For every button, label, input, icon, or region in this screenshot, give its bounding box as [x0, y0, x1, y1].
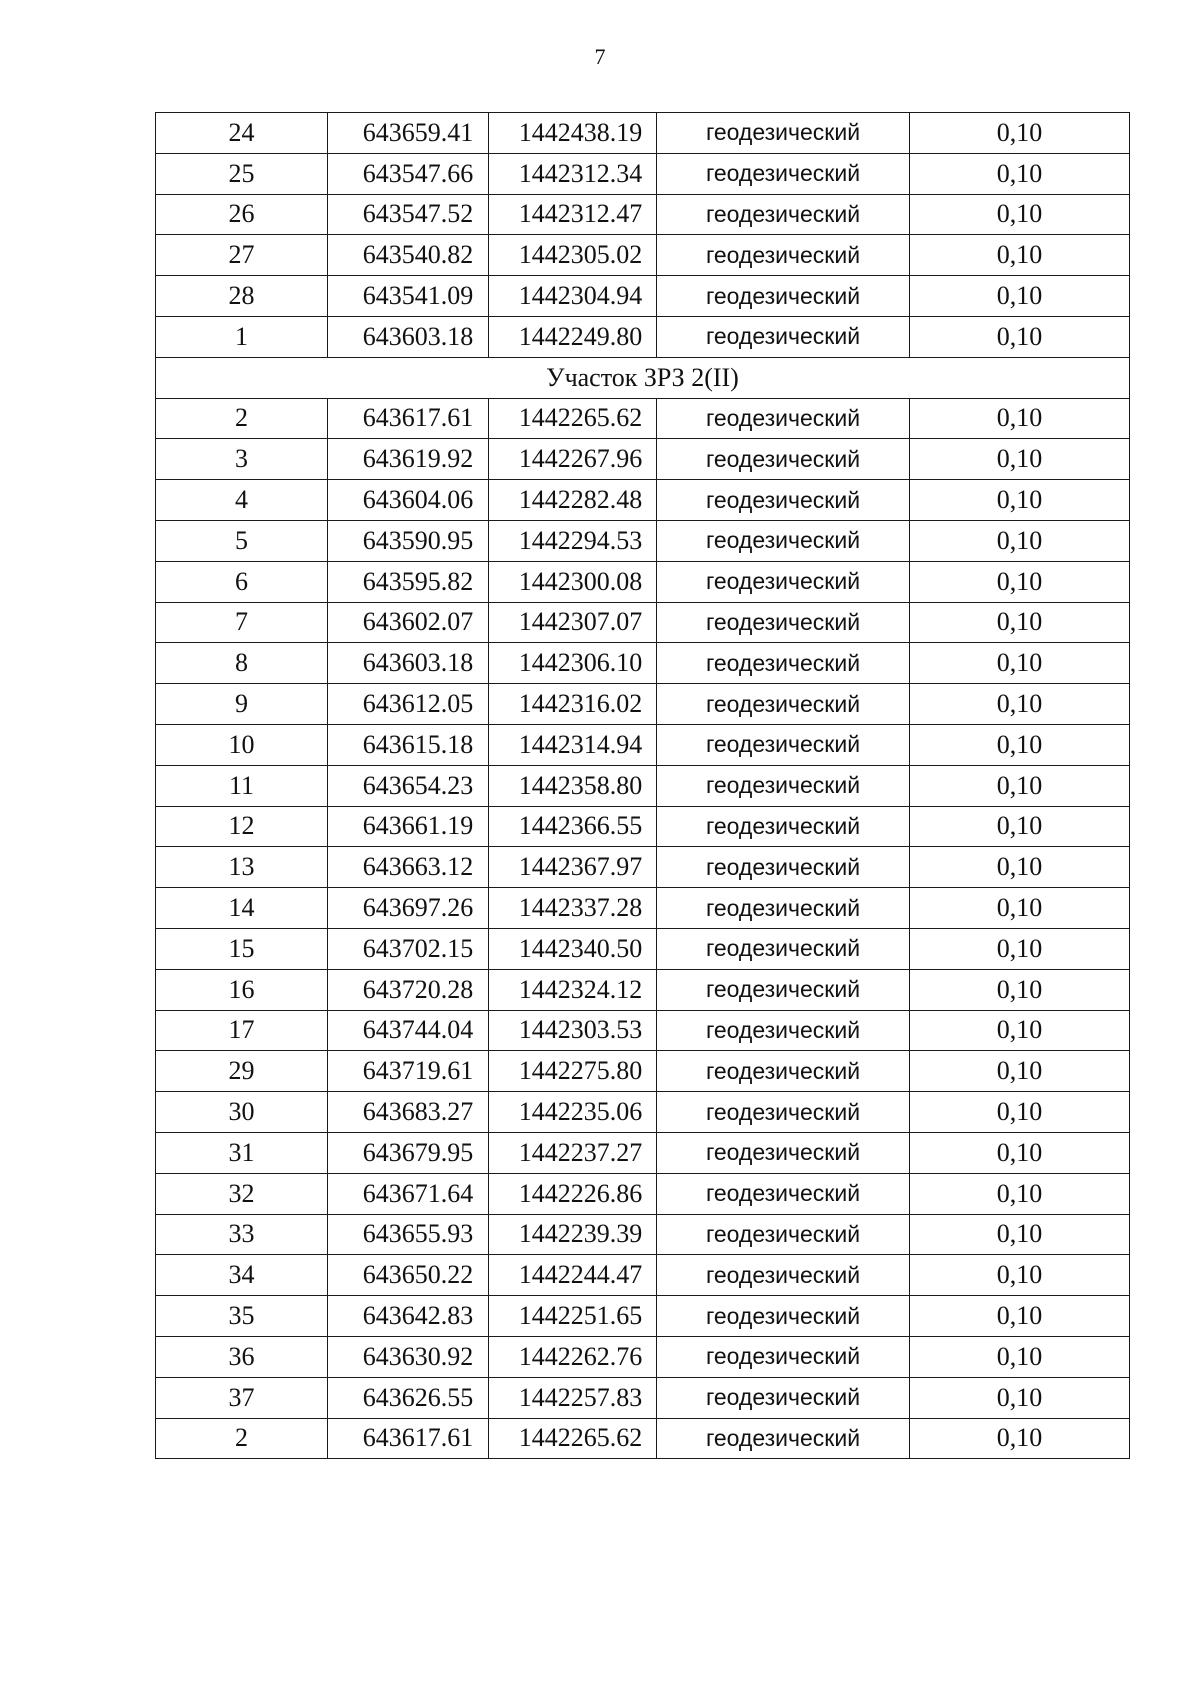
method-cell: геодезический: [657, 235, 910, 276]
accuracy-cell: 0,10: [910, 1296, 1130, 1337]
table-row: [156, 643, 1130, 684]
method-cell: геодезический: [657, 684, 910, 725]
method-cell: геодезический: [657, 316, 910, 357]
accuracy-cell: 0,10: [910, 316, 1130, 357]
x-coordinate-cell: 643630.92: [328, 1336, 489, 1377]
table-row: [156, 316, 1130, 357]
y-coordinate-cell: 1442265.62: [489, 1418, 657, 1459]
y-coordinate-cell: 1442324.12: [489, 969, 657, 1010]
point-number-cell: 31: [156, 1132, 328, 1173]
point-number-cell: 14: [156, 888, 328, 929]
y-coordinate-cell: 1442358.80: [489, 765, 657, 806]
table-row: [156, 235, 1130, 276]
table-row: [156, 969, 1130, 1010]
y-coordinate-cell: 1442303.53: [489, 1010, 657, 1051]
x-coordinate-cell: 643603.18: [328, 316, 489, 357]
y-coordinate-cell: 1442366.55: [489, 806, 657, 847]
accuracy-cell: 0,10: [910, 561, 1130, 602]
method-cell: геодезический: [657, 928, 910, 969]
table-row: [156, 276, 1130, 317]
point-number-cell: 35: [156, 1296, 328, 1337]
accuracy-cell: 0,10: [910, 847, 1130, 888]
y-coordinate-cell: 1442237.27: [489, 1132, 657, 1173]
table-row: [156, 1132, 1130, 1173]
accuracy-cell: 0,10: [910, 235, 1130, 276]
accuracy-cell: 0,10: [910, 194, 1130, 235]
accuracy-cell: 0,10: [910, 724, 1130, 765]
y-coordinate-cell: 1442249.80: [489, 316, 657, 357]
x-coordinate-cell: 643702.15: [328, 928, 489, 969]
point-number-cell: 6: [156, 561, 328, 602]
table-row: [156, 1173, 1130, 1214]
accuracy-cell: 0,10: [910, 806, 1130, 847]
y-coordinate-cell: 1442314.94: [489, 724, 657, 765]
y-coordinate-cell: 1442226.86: [489, 1173, 657, 1214]
x-coordinate-cell: 643661.19: [328, 806, 489, 847]
coordinates-table-body: [156, 113, 1130, 1459]
method-cell: геодезический: [657, 1214, 910, 1255]
point-number-cell: 1: [156, 316, 328, 357]
point-number-cell: 30: [156, 1092, 328, 1133]
y-coordinate-cell: 1442337.28: [489, 888, 657, 929]
point-number-cell: 36: [156, 1336, 328, 1377]
table-row: [156, 724, 1130, 765]
point-number-cell: 37: [156, 1377, 328, 1418]
method-cell: геодезический: [657, 1336, 910, 1377]
method-cell: геодезический: [657, 1051, 910, 1092]
accuracy-cell: 0,10: [910, 1010, 1130, 1051]
point-number-cell: 2: [156, 398, 328, 439]
table-row: [156, 1377, 1130, 1418]
table-row: [156, 1214, 1130, 1255]
accuracy-cell: 0,10: [910, 765, 1130, 806]
x-coordinate-cell: 643663.12: [328, 847, 489, 888]
y-coordinate-cell: 1442367.97: [489, 847, 657, 888]
table-row: [156, 1418, 1130, 1459]
x-coordinate-cell: 643744.04: [328, 1010, 489, 1051]
point-number-cell: 33: [156, 1214, 328, 1255]
table-row: [156, 153, 1130, 194]
x-coordinate-cell: 643619.92: [328, 439, 489, 480]
table-row: [156, 1092, 1130, 1133]
y-coordinate-cell: 1442307.07: [489, 602, 657, 643]
accuracy-cell: 0,10: [910, 1336, 1130, 1377]
y-coordinate-cell: 1442267.96: [489, 439, 657, 480]
page-number: 7: [594, 44, 606, 69]
x-coordinate-cell: 643617.61: [328, 1418, 489, 1459]
method-cell: геодезический: [657, 153, 910, 194]
method-cell: геодезический: [657, 439, 910, 480]
x-coordinate-cell: 643719.61: [328, 1051, 489, 1092]
point-number-cell: 2: [156, 1418, 328, 1459]
table-row: [156, 1010, 1130, 1051]
x-coordinate-cell: 643595.82: [328, 561, 489, 602]
method-cell: геодезический: [657, 806, 910, 847]
method-cell: геодезический: [657, 1173, 910, 1214]
method-cell: геодезический: [657, 888, 910, 929]
method-cell: геодезический: [657, 480, 910, 521]
y-coordinate-cell: 1442340.50: [489, 928, 657, 969]
y-coordinate-cell: 1442239.39: [489, 1214, 657, 1255]
method-cell: геодезический: [657, 1132, 910, 1173]
x-coordinate-cell: 643650.22: [328, 1255, 489, 1296]
point-number-cell: 28: [156, 276, 328, 317]
y-coordinate-cell: 1442235.06: [489, 1092, 657, 1133]
accuracy-cell: 0,10: [910, 439, 1130, 480]
x-coordinate-cell: 643612.05: [328, 684, 489, 725]
method-cell: геодезический: [657, 602, 910, 643]
point-number-cell: 26: [156, 194, 328, 235]
method-cell: геодезический: [657, 113, 910, 154]
table-row: [156, 928, 1130, 969]
section-row: [156, 357, 1130, 398]
point-number-cell: 34: [156, 1255, 328, 1296]
method-cell: геодезический: [657, 1092, 910, 1133]
accuracy-cell: 0,10: [910, 153, 1130, 194]
accuracy-cell: 0,10: [910, 928, 1130, 969]
x-coordinate-cell: 643683.27: [328, 1092, 489, 1133]
x-coordinate-cell: 643626.55: [328, 1377, 489, 1418]
accuracy-cell: 0,10: [910, 1092, 1130, 1133]
accuracy-cell: 0,10: [910, 1255, 1130, 1296]
method-cell: геодезический: [657, 1296, 910, 1337]
table-row: [156, 888, 1130, 929]
y-coordinate-cell: 1442312.47: [489, 194, 657, 235]
point-number-cell: 17: [156, 1010, 328, 1051]
y-coordinate-cell: 1442306.10: [489, 643, 657, 684]
table-row: [156, 765, 1130, 806]
accuracy-cell: 0,10: [910, 520, 1130, 561]
y-coordinate-cell: 1442305.02: [489, 235, 657, 276]
x-coordinate-cell: 643617.61: [328, 398, 489, 439]
accuracy-cell: 0,10: [910, 398, 1130, 439]
table-row: [156, 398, 1130, 439]
table-row: [156, 602, 1130, 643]
x-coordinate-cell: 643654.23: [328, 765, 489, 806]
x-coordinate-cell: 643604.06: [328, 480, 489, 521]
y-coordinate-cell: 1442294.53: [489, 520, 657, 561]
method-cell: геодезический: [657, 1010, 910, 1051]
x-coordinate-cell: 643590.95: [328, 520, 489, 561]
method-cell: геодезический: [657, 969, 910, 1010]
accuracy-cell: 0,10: [910, 643, 1130, 684]
table-row: [156, 1296, 1130, 1337]
table-row: [156, 194, 1130, 235]
x-coordinate-cell: 643602.07: [328, 602, 489, 643]
y-coordinate-cell: 1442257.83: [489, 1377, 657, 1418]
table-row: [156, 561, 1130, 602]
accuracy-cell: 0,10: [910, 1173, 1130, 1214]
table-row: [156, 439, 1130, 480]
point-number-cell: 27: [156, 235, 328, 276]
x-coordinate-cell: 643547.66: [328, 153, 489, 194]
table-row: [156, 1336, 1130, 1377]
point-number-cell: 29: [156, 1051, 328, 1092]
y-coordinate-cell: 1442275.80: [489, 1051, 657, 1092]
x-coordinate-cell: 643697.26: [328, 888, 489, 929]
y-coordinate-cell: 1442300.08: [489, 561, 657, 602]
accuracy-cell: 0,10: [910, 113, 1130, 154]
y-coordinate-cell: 1442262.76: [489, 1336, 657, 1377]
section-title: Участок ЗРЗ 2(II): [156, 357, 1130, 398]
point-number-cell: 15: [156, 928, 328, 969]
method-cell: геодезический: [657, 520, 910, 561]
x-coordinate-cell: 643671.64: [328, 1173, 489, 1214]
point-number-cell: 13: [156, 847, 328, 888]
y-coordinate-cell: 1442316.02: [489, 684, 657, 725]
point-number-cell: 10: [156, 724, 328, 765]
x-coordinate-cell: 643642.83: [328, 1296, 489, 1337]
accuracy-cell: 0,10: [910, 602, 1130, 643]
method-cell: геодезический: [657, 765, 910, 806]
point-number-cell: 9: [156, 684, 328, 725]
table-row: [156, 1051, 1130, 1092]
x-coordinate-cell: 643659.41: [328, 113, 489, 154]
x-coordinate-cell: 643655.93: [328, 1214, 489, 1255]
y-coordinate-cell: 1442282.48: [489, 480, 657, 521]
method-cell: геодезический: [657, 194, 910, 235]
table-row: [156, 1255, 1130, 1296]
accuracy-cell: 0,10: [910, 480, 1130, 521]
x-coordinate-cell: 643720.28: [328, 969, 489, 1010]
point-number-cell: 4: [156, 480, 328, 521]
point-number-cell: 12: [156, 806, 328, 847]
accuracy-cell: 0,10: [910, 969, 1130, 1010]
y-coordinate-cell: 1442312.34: [489, 153, 657, 194]
method-cell: геодезический: [657, 398, 910, 439]
method-cell: геодезический: [657, 276, 910, 317]
accuracy-cell: 0,10: [910, 276, 1130, 317]
method-cell: геодезический: [657, 561, 910, 602]
table-row: [156, 520, 1130, 561]
method-cell: геодезический: [657, 1377, 910, 1418]
coordinates-table: [155, 112, 1130, 1459]
point-number-cell: 3: [156, 439, 328, 480]
method-cell: геодезический: [657, 724, 910, 765]
point-number-cell: 8: [156, 643, 328, 684]
x-coordinate-cell: 643540.82: [328, 235, 489, 276]
x-coordinate-cell: 643603.18: [328, 643, 489, 684]
table-row: [156, 480, 1130, 521]
method-cell: геодезический: [657, 1255, 910, 1296]
table-row: [156, 847, 1130, 888]
x-coordinate-cell: 643547.52: [328, 194, 489, 235]
point-number-cell: 7: [156, 602, 328, 643]
accuracy-cell: 0,10: [910, 684, 1130, 725]
method-cell: геодезический: [657, 847, 910, 888]
accuracy-cell: 0,10: [910, 1377, 1130, 1418]
method-cell: геодезический: [657, 1418, 910, 1459]
table-row: [156, 806, 1130, 847]
table-row: [156, 684, 1130, 725]
y-coordinate-cell: 1442265.62: [489, 398, 657, 439]
table-row: [156, 113, 1130, 154]
point-number-cell: 11: [156, 765, 328, 806]
point-number-cell: 32: [156, 1173, 328, 1214]
accuracy-cell: 0,10: [910, 1051, 1130, 1092]
x-coordinate-cell: 643541.09: [328, 276, 489, 317]
point-number-cell: 25: [156, 153, 328, 194]
y-coordinate-cell: 1442438.19: [489, 113, 657, 154]
accuracy-cell: 0,10: [910, 1214, 1130, 1255]
y-coordinate-cell: 1442251.65: [489, 1296, 657, 1337]
y-coordinate-cell: 1442244.47: [489, 1255, 657, 1296]
point-number-cell: 5: [156, 520, 328, 561]
method-cell: геодезический: [657, 643, 910, 684]
accuracy-cell: 0,10: [910, 1418, 1130, 1459]
accuracy-cell: 0,10: [910, 888, 1130, 929]
y-coordinate-cell: 1442304.94: [489, 276, 657, 317]
point-number-cell: 24: [156, 113, 328, 154]
accuracy-cell: 0,10: [910, 1132, 1130, 1173]
x-coordinate-cell: 643615.18: [328, 724, 489, 765]
x-coordinate-cell: 643679.95: [328, 1132, 489, 1173]
point-number-cell: 16: [156, 969, 328, 1010]
